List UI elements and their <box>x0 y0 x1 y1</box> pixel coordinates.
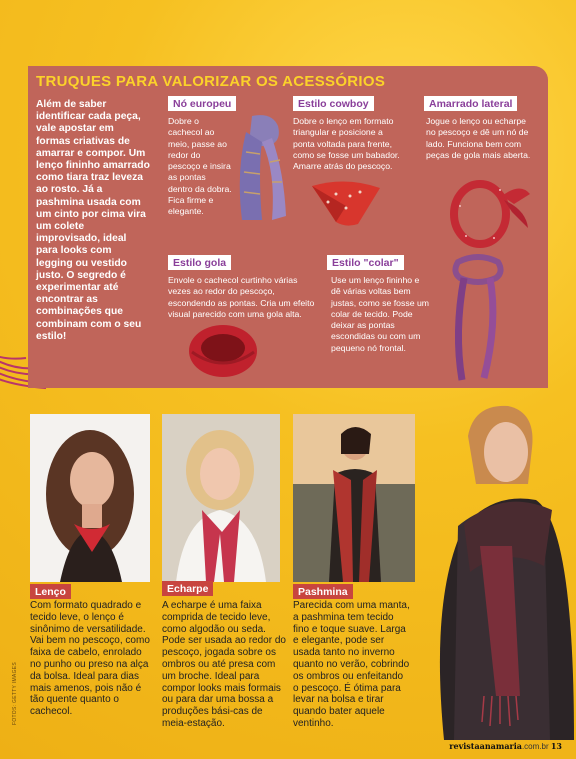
tip-text-estilo-cowboy: Dobre o lenço em formato triangular e posicione a ponta voltada para frente, como se fosse um babador. Amarre atrás do pescoço. <box>293 116 400 172</box>
scarf-necklace-image <box>448 252 508 384</box>
text-echarpe: A echarpe é uma faixa comprida de tecido leve, como algodão ou seda. Pode ser usada ao redor do pescoço, jogada sobre os ombros ou até presa com um broche. Ideal para compor looks mais formais ou para dar uma bossa a produções bási-cas de meia-estação. <box>162 600 286 729</box>
model-photo <box>424 396 576 740</box>
photo-credit: FOTOS: GETTY IMAGES <box>12 661 18 725</box>
caption-lenco: Lenço <box>30 584 71 599</box>
scarf-collar-image <box>186 322 260 380</box>
footer-page-number: 13 <box>550 741 562 751</box>
page-footer <box>449 741 562 751</box>
tip-text-estilo-gola: Envole o cachecol curtinho várias vezes ao redor do pescoço, escondendo as pontas. Cria um efeito visual parecido com uma gola alta. <box>168 275 315 319</box>
panel-intro: Além de saber identificar cada peça, vale apostar em formas criativas de amarrar e compor. Um lenço fininho amarrado como tiara traz leveza ao rosto. Já a pashmina usada com um cinto por cima vira um colete improvisado, ideal para looks com legging ou vestido justo. O segredo é experimentar até encontrar as combinações que combinam com o seu estilo! <box>36 99 150 342</box>
tip-title-estilo-cowboy: Estilo cowboy <box>293 96 374 111</box>
caption-echarpe: Echarpe <box>162 581 213 596</box>
photo-lenco <box>30 414 150 582</box>
tip-title-estilo-colar: Estilo "colar" <box>327 255 404 270</box>
caption-pashmina: Pashmina <box>293 584 353 599</box>
tip-title-estilo-gola: Estilo gola <box>168 255 231 270</box>
panel-title: TRUQUES PARA VALORIZAR OS ACESSÓRIOS <box>36 73 386 90</box>
tip-text-estilo-colar: Use um lenço fininho e dê várias voltas bem justas, como se fosse um colar de tecido. Pode deixar as pontas escondidas ou com um pequeno nó frontal. <box>331 275 430 353</box>
tip-text-no-europeu: Dobre o cachecol ao meio, passe ao redor do pescoço e insira as pontas dentro da dobra. Fica firme e elegante. <box>168 116 232 217</box>
text-pashmina: Parecida com uma manta, a pashmina tem tecido fino e toque suave. Larga e elegante, pode ser usada tanto no inverno quanto no verão, cobrindo os ombros ou enfeitando o pescoço. É ótima para levar na bolsa e tirar quando bater aquele ventinho. <box>293 600 410 729</box>
footer-site: revistaanamaria <box>449 741 522 751</box>
tip-text-amarrado-lateral: Jogue o lenço ou echarpe no pescoço e dê um nó de lado. Funciona bem com peças de gola mais aberta. <box>426 116 531 160</box>
scarf-european-knot-image <box>232 112 288 224</box>
scarf-side-tie-image <box>444 176 534 250</box>
photo-pashmina <box>293 414 415 582</box>
footer-domain: .com.br <box>521 742 549 751</box>
scarf-cowboy-image <box>306 176 386 230</box>
photo-echarpe <box>162 414 280 582</box>
text-lenco: Com formato quadrado e tecido leve, o lenço é sinônimo de versatilidade. Vai bem no pescoço, como faixa de cabelo, enrolado no punho ou preso na alça da bolsa. Ideal para dias mais amenos, pois não é tão quente quanto o cachecol. <box>30 600 150 718</box>
tip-title-amarrado-lateral: Amarrado lateral <box>424 96 517 111</box>
tip-title-no-europeu: Nó europeu <box>168 96 236 111</box>
